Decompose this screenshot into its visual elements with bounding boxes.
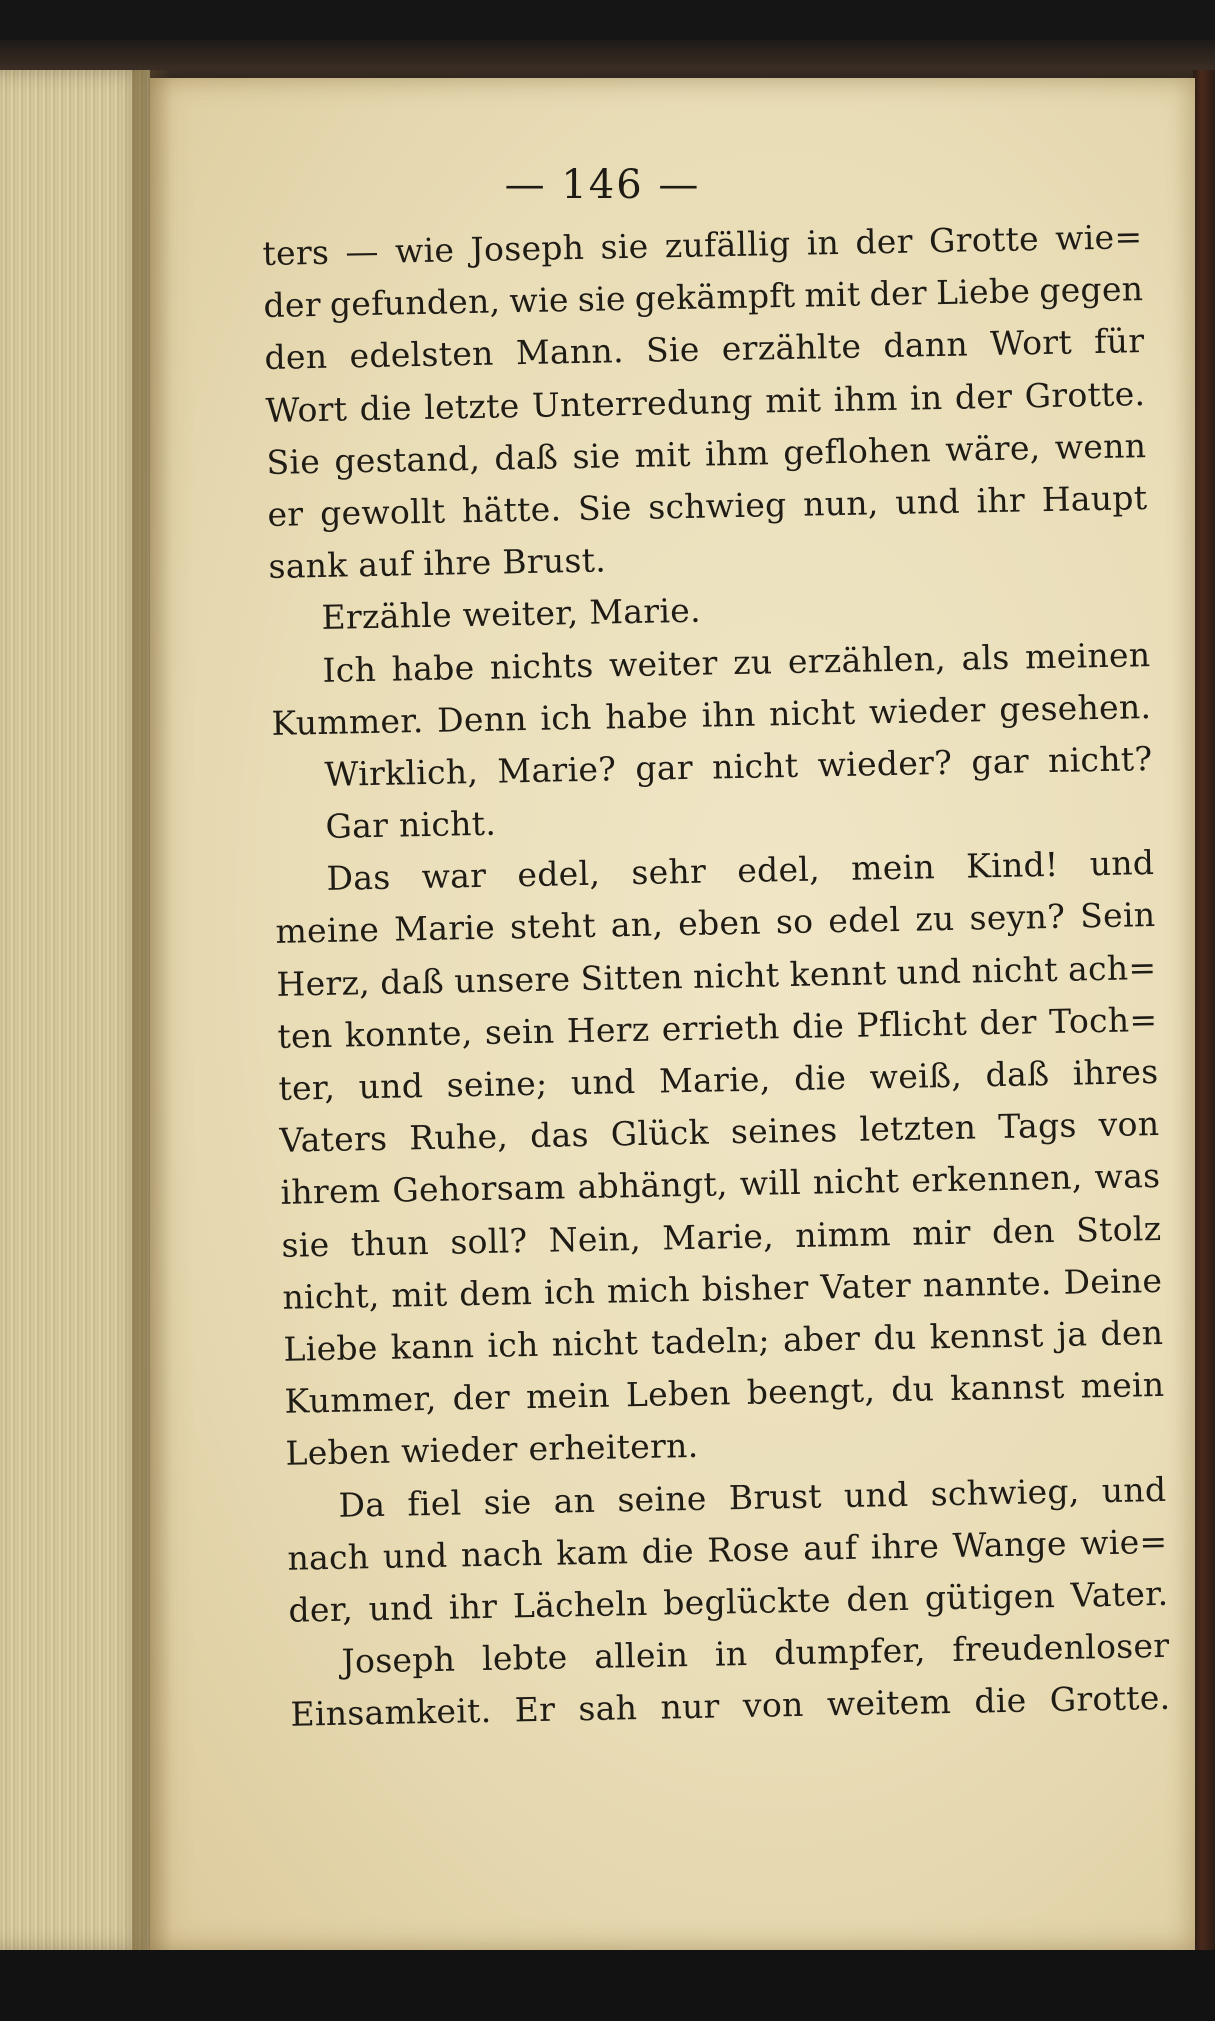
book-page	[150, 78, 1195, 1950]
text-line: Leben wieder erheitern.	[285, 1426, 699, 1474]
text-line: nach und nach kam die Rose auf ihre Wange wie=	[287, 1521, 1168, 1578]
page-text	[262, 211, 1171, 1741]
page-number: — 146 —	[504, 162, 701, 208]
page-edges	[0, 70, 150, 1950]
text-line: sie thun soll? Nein, Marie, nimm mir den Stolz	[281, 1208, 1162, 1265]
text-line: Ich habe nichts weiter zu erzählen, als meinen	[322, 634, 1151, 690]
text-line: Wirklich, Marie? gar nicht wieder? gar nicht?	[324, 738, 1153, 794]
text-line: ten konnte, sein Herz errieth die Pflicht der Toch=	[277, 999, 1158, 1056]
text-line: sank auf ihre Brust.	[268, 540, 607, 587]
bottom-background	[0, 1950, 1215, 2021]
text-line: Liebe kann ich nicht tadeln; aber du kennst ja den	[283, 1312, 1164, 1369]
text-line: Herz, daß unsere Sitten nicht kennt und nicht ach=	[276, 947, 1157, 1004]
text-line: Wort die letzte Unterredung mit ihm in der Grotte.	[265, 373, 1146, 430]
text-line: ihrem Gehorsam abhängt, will nicht erkennen, was	[280, 1156, 1161, 1213]
text-line: Kummer, der mein Leben beengt, du kannst mein	[284, 1365, 1165, 1421]
text-line: ters — wie Joseph sie zufällig in der Grotte wie=	[262, 217, 1143, 273]
text-line: Da fiel sie an seine Brust und schwieg, und	[338, 1469, 1167, 1525]
book-cover-right	[1193, 70, 1215, 1950]
text-line: der gefunden, wie sie gekämpft mit der Liebe gegen	[263, 269, 1144, 326]
text-line: Vaters Ruhe, das Glück seines letzten Tags von	[279, 1104, 1160, 1161]
text-line: meine Marie steht an, eben so edel zu seyn? Sein	[275, 895, 1156, 952]
text-line: Das war edel, sehr edel, mein Kind! und	[326, 843, 1155, 899]
text-line: Joseph lebte allein in dumpfer, freudenloser	[341, 1625, 1170, 1681]
text-line: nicht, mit dem ich mich bisher Vater nannte. Deine	[282, 1260, 1163, 1317]
text-line: Erzähle weiter, Marie.	[321, 590, 702, 638]
text-line: der, und ihr Lächeln beglückte den gütigen Vater.	[288, 1573, 1169, 1630]
top-background	[0, 0, 1215, 40]
text-line: Gar nicht.	[325, 803, 497, 846]
text-line: Einsamkeit. Er sah nur von weitem die Grotte.	[290, 1678, 1171, 1734]
text-line: er gewollt hätte. Sie schwieg nun, und ihr Haupt	[267, 477, 1148, 534]
text-line: Kummer. Denn ich habe ihn nicht wieder gesehen.	[271, 686, 1152, 743]
text-line: Sie gestand, daß sie mit ihm geflohen wäre, wenn	[266, 425, 1147, 482]
gutter-shadow	[132, 70, 172, 1950]
text-line: den edelsten Mann. Sie erzählte dann Wort für	[264, 321, 1145, 378]
text-line: ter, und seine; und Marie, die weiß, daß ihres	[278, 1051, 1159, 1108]
